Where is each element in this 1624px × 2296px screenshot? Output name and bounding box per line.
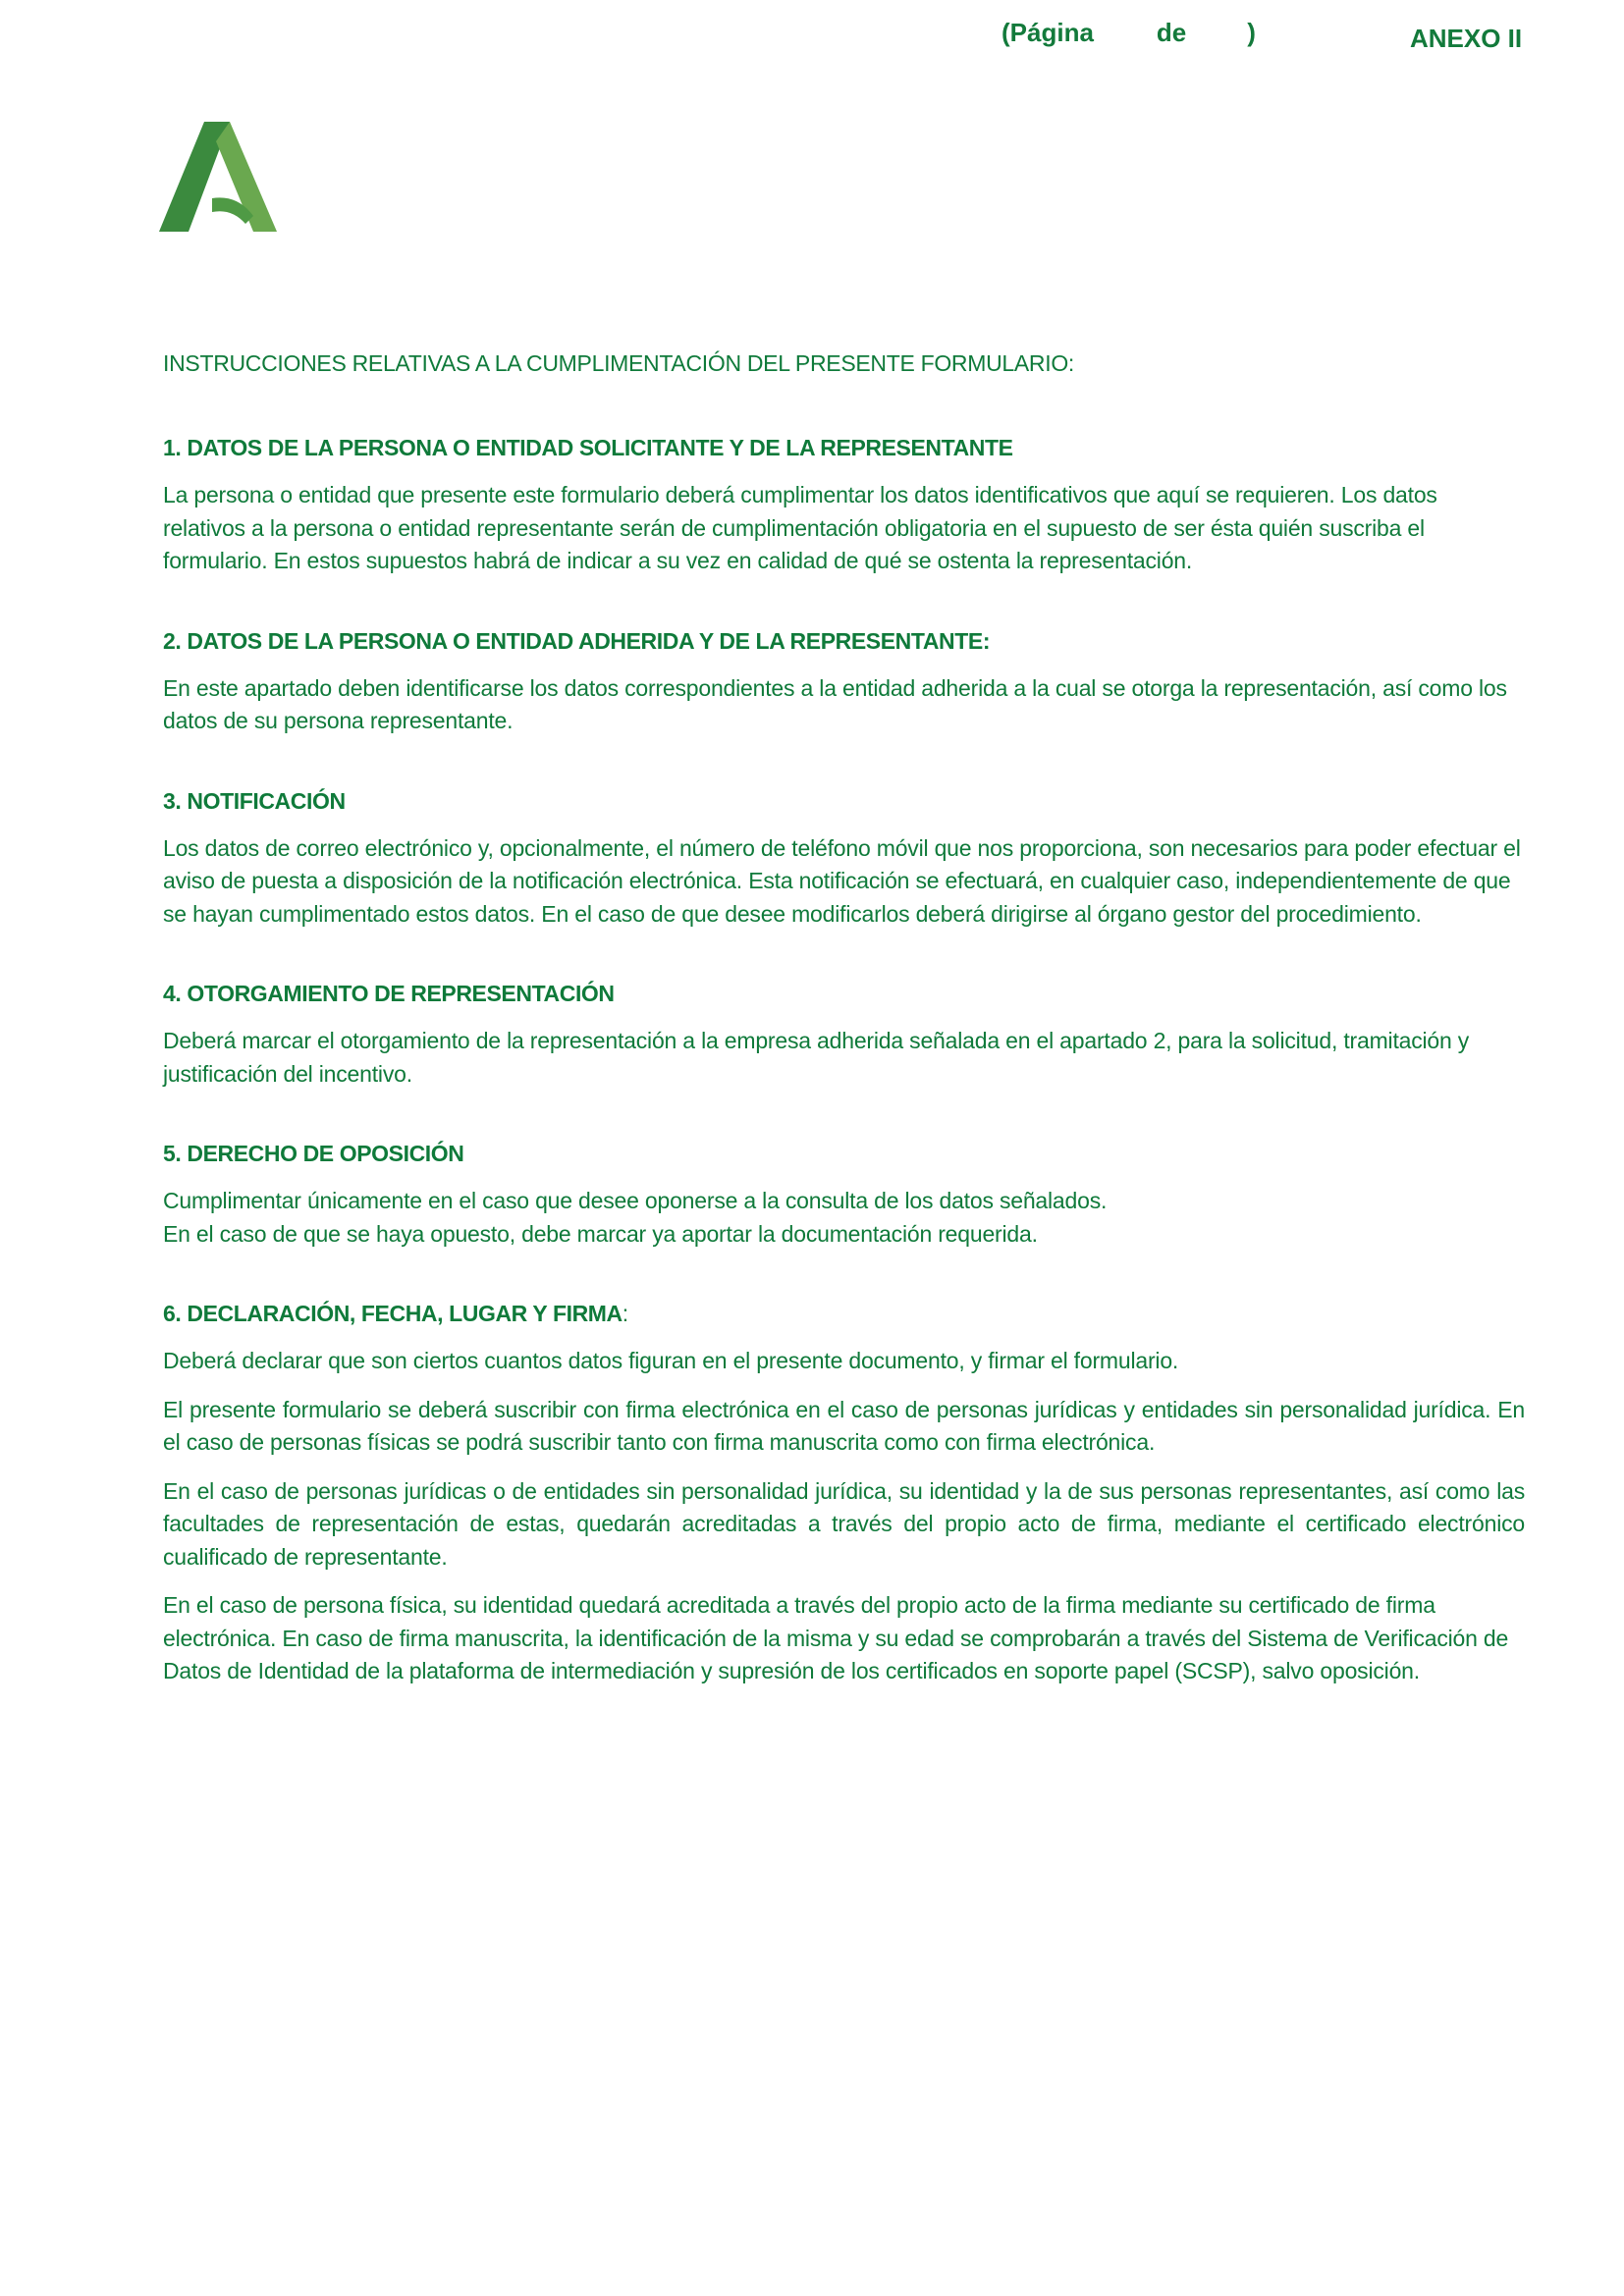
intro-heading: INSTRUCCIONES RELATIVAS A LA CUMPLIMENTACIÓN DEL PRESENTE FORMULARIO: <box>163 350 1075 376</box>
section-paragraph: Los datos de correo electrónico y, opcionalmente, el número de teléfono móvil que nos proporciona, son necesarios para poder efectuar el aviso de puesta a disposición de la notificación electrónica. Esta notificación se efectuará, en cualquier caso, independientemente de que se hayan cumplimentado estos datos. En el caso de que desee modificarlos deberá dirigirse al órgano gestor del procedimiento. <box>163 834 1521 927</box>
section-6 <box>163 1298 1525 1688</box>
section-1 <box>163 432 1525 578</box>
section-title: 4. OTORGAMIENTO DE REPRESENTACIÓN <box>163 981 615 1006</box>
section-title-suffix: : <box>622 1301 628 1326</box>
section-paragraph: En el caso de persona física, su identidad quedará acreditada a través del propio acto de la firma mediante su certificado de firma electrónica. En caso de firma manuscrita, la identificación de la misma y su edad se comprobarán a través del Sistema de Verificación de Datos de Identidad de la plataforma de intermediación y supresión de los certificados en soporte papel (SCSP), salvo oposición. <box>163 1592 1509 1683</box>
section-paragraph: Deberá declarar que son ciertos cuantos datos figuran en el presente documento, y firmar el formulario. <box>163 1348 1179 1373</box>
section-paragraph: Deberá marcar el otorgamiento de la representación a la empresa adherida señalada en el apartado 2, para la solicitud, tramitación y justificación del incentivo. <box>163 1028 1470 1087</box>
paragraph-line: En el caso de que se haya opuesto, debe marcar ya aportar la documentación requerida. <box>163 1220 1038 1247</box>
page-label: (Página <box>1001 18 1094 47</box>
section-paragraph: La persona o entidad que presente este formulario deberá cumplimentar los datos identificativos que aquí se requieren. Los datos relativos a la persona o entidad representante serán de cumplimentación obligatoria en el supuesto de ser ésta quién suscriba el formulario. En estos supuestos habrá de indicar a su vez en calidad de qué se ostenta la representación. <box>163 482 1437 573</box>
section-title-wrapper <box>163 1298 1525 1329</box>
section-paragraph: El presente formulario se deberá suscribir con firma electrónica en el caso de personas jurídicas y entidades sin personalidad jurídica. En el caso de personas físicas se podrá suscribir tanto con firma manuscrita como con firma electrónica. <box>163 1396 1525 1455</box>
section-title: 2. DATOS DE LA PERSONA O ENTIDAD ADHERIDA Y DE LA REPRESENTANTE: <box>163 627 991 654</box>
junta-andalucia-logo-icon <box>159 122 277 232</box>
section-4 <box>163 978 1525 1091</box>
paragraph-line: Cumplimentar únicamente en el caso que desee oponerse a la consulta de los datos señalados. <box>163 1188 1108 1213</box>
page-close-label: ) <box>1247 18 1256 47</box>
section-title: 1. DATOS DE LA PERSONA O ENTIDAD SOLICITANTE Y DE LA REPRESENTANTE <box>163 435 1013 460</box>
section-paragraph: En este apartado deben identificarse los datos correspondientes a la entidad adherida a la cual se otorga la representación, así como los datos de su persona representante. <box>163 674 1507 733</box>
section-paragraph <box>163 1185 1525 1251</box>
section-title: 6. DECLARACIÓN, FECHA, LUGAR Y FIRMA <box>163 1301 623 1326</box>
section-paragraph: En el caso de personas jurídicas o de entidades sin personalidad jurídica, su identidad y la de sus personas representantes, así como las facultades de representación de estas, quedarán acreditadas a través del propio acto de firma, mediante el certificado electrónico cualificado de representante. <box>163 1477 1525 1570</box>
section-2 <box>163 625 1525 738</box>
page-de-label: de <box>1156 18 1187 47</box>
page-number-indicator <box>1001 18 1256 48</box>
instructions-content <box>163 347 1525 1735</box>
annex-label: ANEXO II <box>1410 24 1523 53</box>
section-3 <box>163 785 1525 932</box>
section-title: 5. DERECHO DE OPOSICIÓN <box>163 1141 464 1166</box>
section-5 <box>163 1138 1525 1251</box>
section-title: 3. NOTIFICACIÓN <box>163 787 346 814</box>
